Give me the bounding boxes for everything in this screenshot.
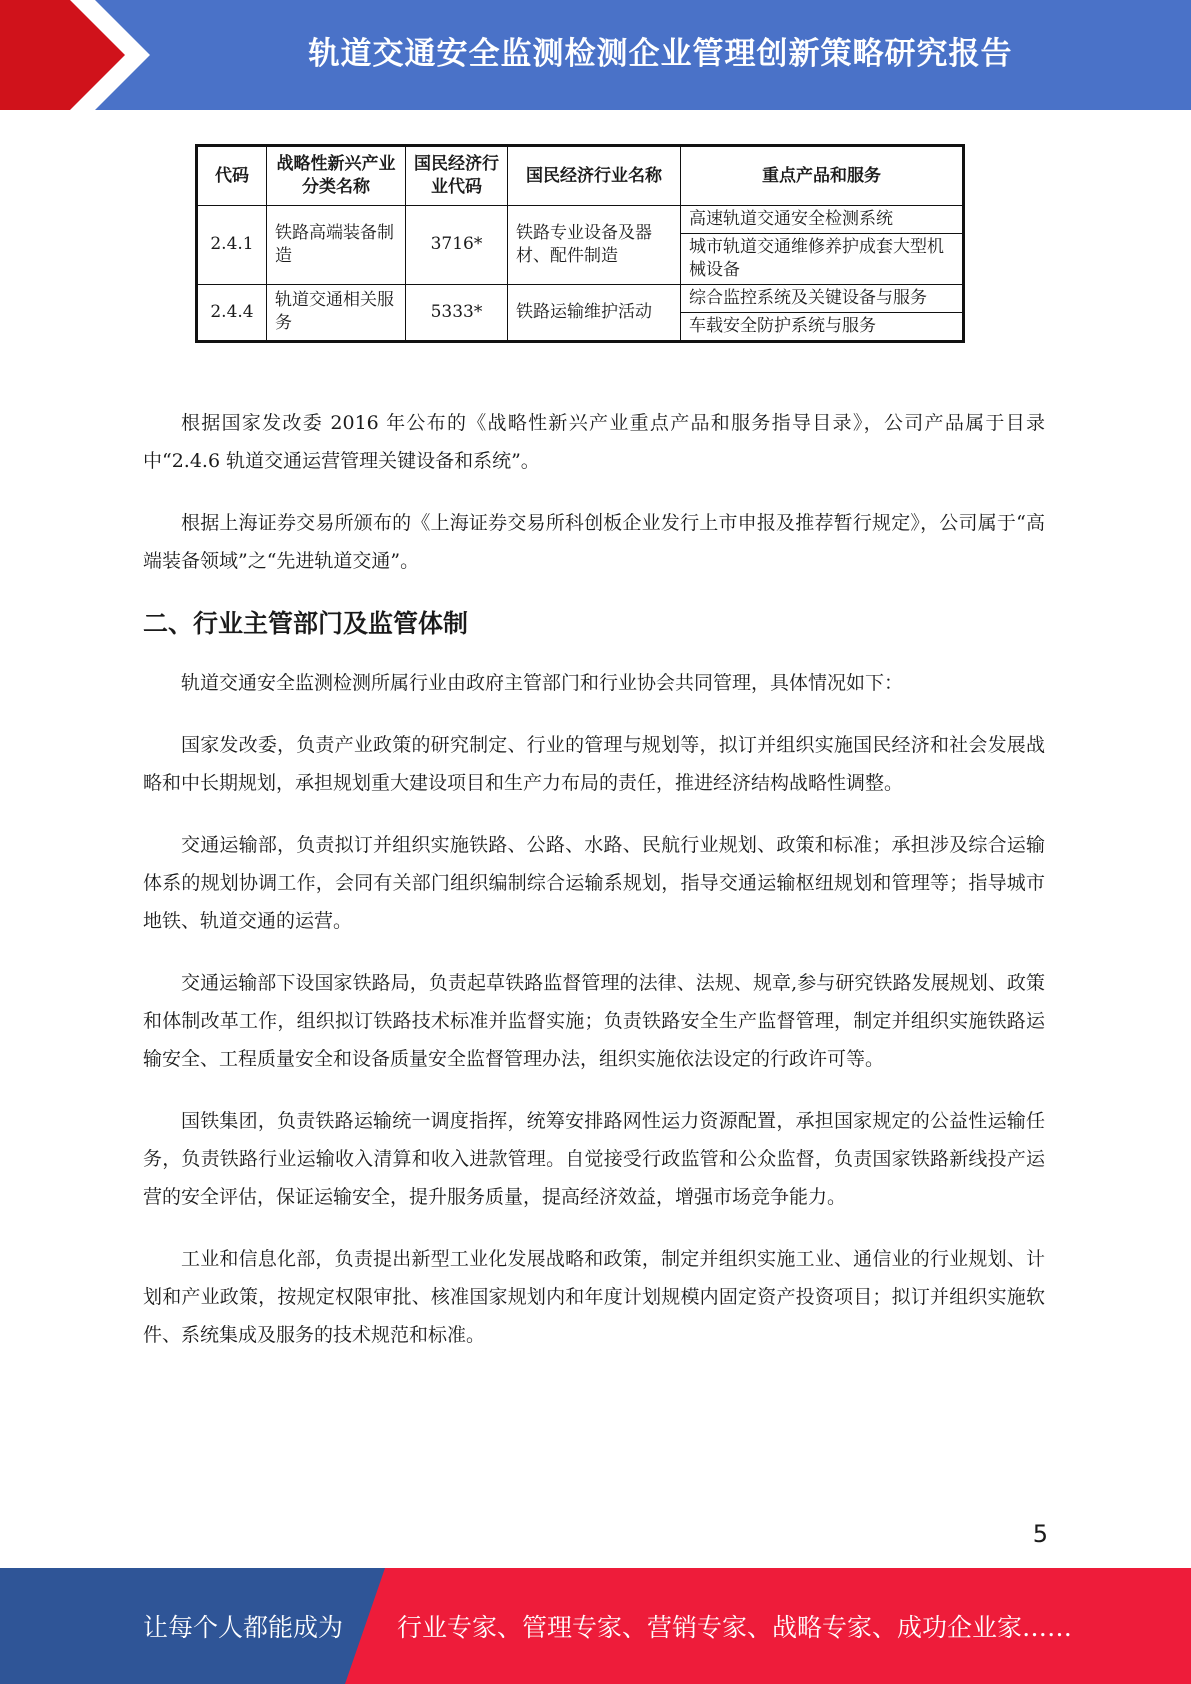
paragraph: 国铁集团，负责铁路运输统一调度指挥，统筹安排路网性运力资源配置，承担国家规定的公益性运输任务，负责铁路行业运输收入清算和收入进款管理。自觉接受行政监管和公众监督，负责国家铁路新线投产运营的安全评估，保证运输安全，提升服务质量，提高经济效益，增强市场竞争能力。 bbox=[143, 1110, 1045, 1208]
footer-banner bbox=[0, 1568, 1191, 1684]
cell-industry-name: 铁路运输维护活动 bbox=[508, 284, 681, 341]
table-row bbox=[197, 206, 964, 234]
footer-slogan-left: 让每个人都能成为 bbox=[143, 1613, 344, 1642]
header-banner bbox=[0, 0, 1191, 110]
header-industry-name: 国民经济行业名称 bbox=[508, 146, 681, 206]
cell-industry-code: 3716* bbox=[406, 206, 508, 285]
report-title: 轨道交通安全监测检测企业管理创新策略研究报告 bbox=[308, 35, 1013, 72]
cell-product: 高速轨道交通安全检测系统 bbox=[681, 206, 964, 234]
header-arrow-icon bbox=[0, 0, 160, 110]
industry-classification-table bbox=[195, 144, 965, 343]
footer-slogan-right: 行业专家、管理专家、营销专家、战略专家、成功企业家…… bbox=[397, 1613, 1073, 1642]
table-header-row bbox=[197, 146, 964, 206]
main-content bbox=[143, 404, 1045, 1378]
paragraph: 国家发改委，负责产业政策的研究制定、行业的管理与规划等，拟订并组织实施国民经济和社会发展战略和中长期规划，承担规划重大建设项目和生产力布局的责任，推进经济结构战略性调整。 bbox=[143, 734, 1045, 794]
paragraph: 轨道交通安全监测检测所属行业由政府主管部门和行业协会共同管理，具体情况如下： bbox=[181, 672, 904, 694]
page-number: 5 bbox=[1032, 1520, 1048, 1548]
cell-category: 轨道交通相关服务 bbox=[267, 284, 406, 341]
paragraph: 工业和信息化部，负责提出新型工业化发展战略和政策，制定并组织实施工业、通信业的行业规划、计划和产业政策，按规定权限审批、核准国家规划内和年度计划规模内固定资产投资项目；拟订并组织实施软件、系统集成及服务的技术规范和标准。 bbox=[143, 1248, 1045, 1346]
header-category: 战略性新兴产业分类名称 bbox=[267, 146, 406, 206]
paragraph: 根据国家发改委 2016 年公布的《战略性新兴产业重点产品和服务指导目录》，公司产品属于目录中“2.4.6 轨道交通运营管理关键设备和系统”。 bbox=[143, 412, 1045, 472]
cell-code: 2.4.1 bbox=[197, 206, 267, 285]
paragraph: 根据上海证券交易所颁布的《上海证券交易所科创板企业发行上市申报及推荐暂行规定》，公司属于“高端装备领域”之“先进轨道交通”。 bbox=[143, 512, 1045, 572]
cell-industry-name: 铁路专业设备及器材、配件制造 bbox=[508, 206, 681, 285]
cell-product: 综合监控系统及关键设备与服务 bbox=[681, 284, 964, 312]
cell-industry-code: 5333* bbox=[406, 284, 508, 341]
header-products: 重点产品和服务 bbox=[681, 146, 964, 206]
header-code: 代码 bbox=[197, 146, 267, 206]
header-industry-code: 国民经济行业代码 bbox=[406, 146, 508, 206]
table-row bbox=[197, 284, 964, 312]
section-heading: 二、行业主管部门及监管体制 bbox=[143, 609, 469, 638]
cell-code: 2.4.4 bbox=[197, 284, 267, 341]
cell-category: 铁路高端装备制造 bbox=[267, 206, 406, 285]
paragraph: 交通运输部，负责拟订并组织实施铁路、公路、水路、民航行业规划、政策和标准；承担涉及综合运输体系的规划协调工作，会同有关部门组织编制综合运输系规划，指导交通运输枢纽规划和管理等；指导城市地铁、轨道交通的运营。 bbox=[143, 834, 1045, 932]
cell-product: 车载安全防护系统与服务 bbox=[681, 312, 964, 341]
cell-product: 城市轨道交通维修养护成套大型机械设备 bbox=[681, 233, 964, 284]
paragraph: 交通运输部下设国家铁路局，负责起草铁路监督管理的法律、法规、规章,参与研究铁路发展规划、政策和体制改革工作，组织拟订铁路技术标准并监督实施；负责铁路安全生产监督管理，制定并组织实施铁路运输安全、工程质量安全和设备质量安全监督管理办法，组织实施依法设定的行政许可等。 bbox=[143, 972, 1045, 1070]
